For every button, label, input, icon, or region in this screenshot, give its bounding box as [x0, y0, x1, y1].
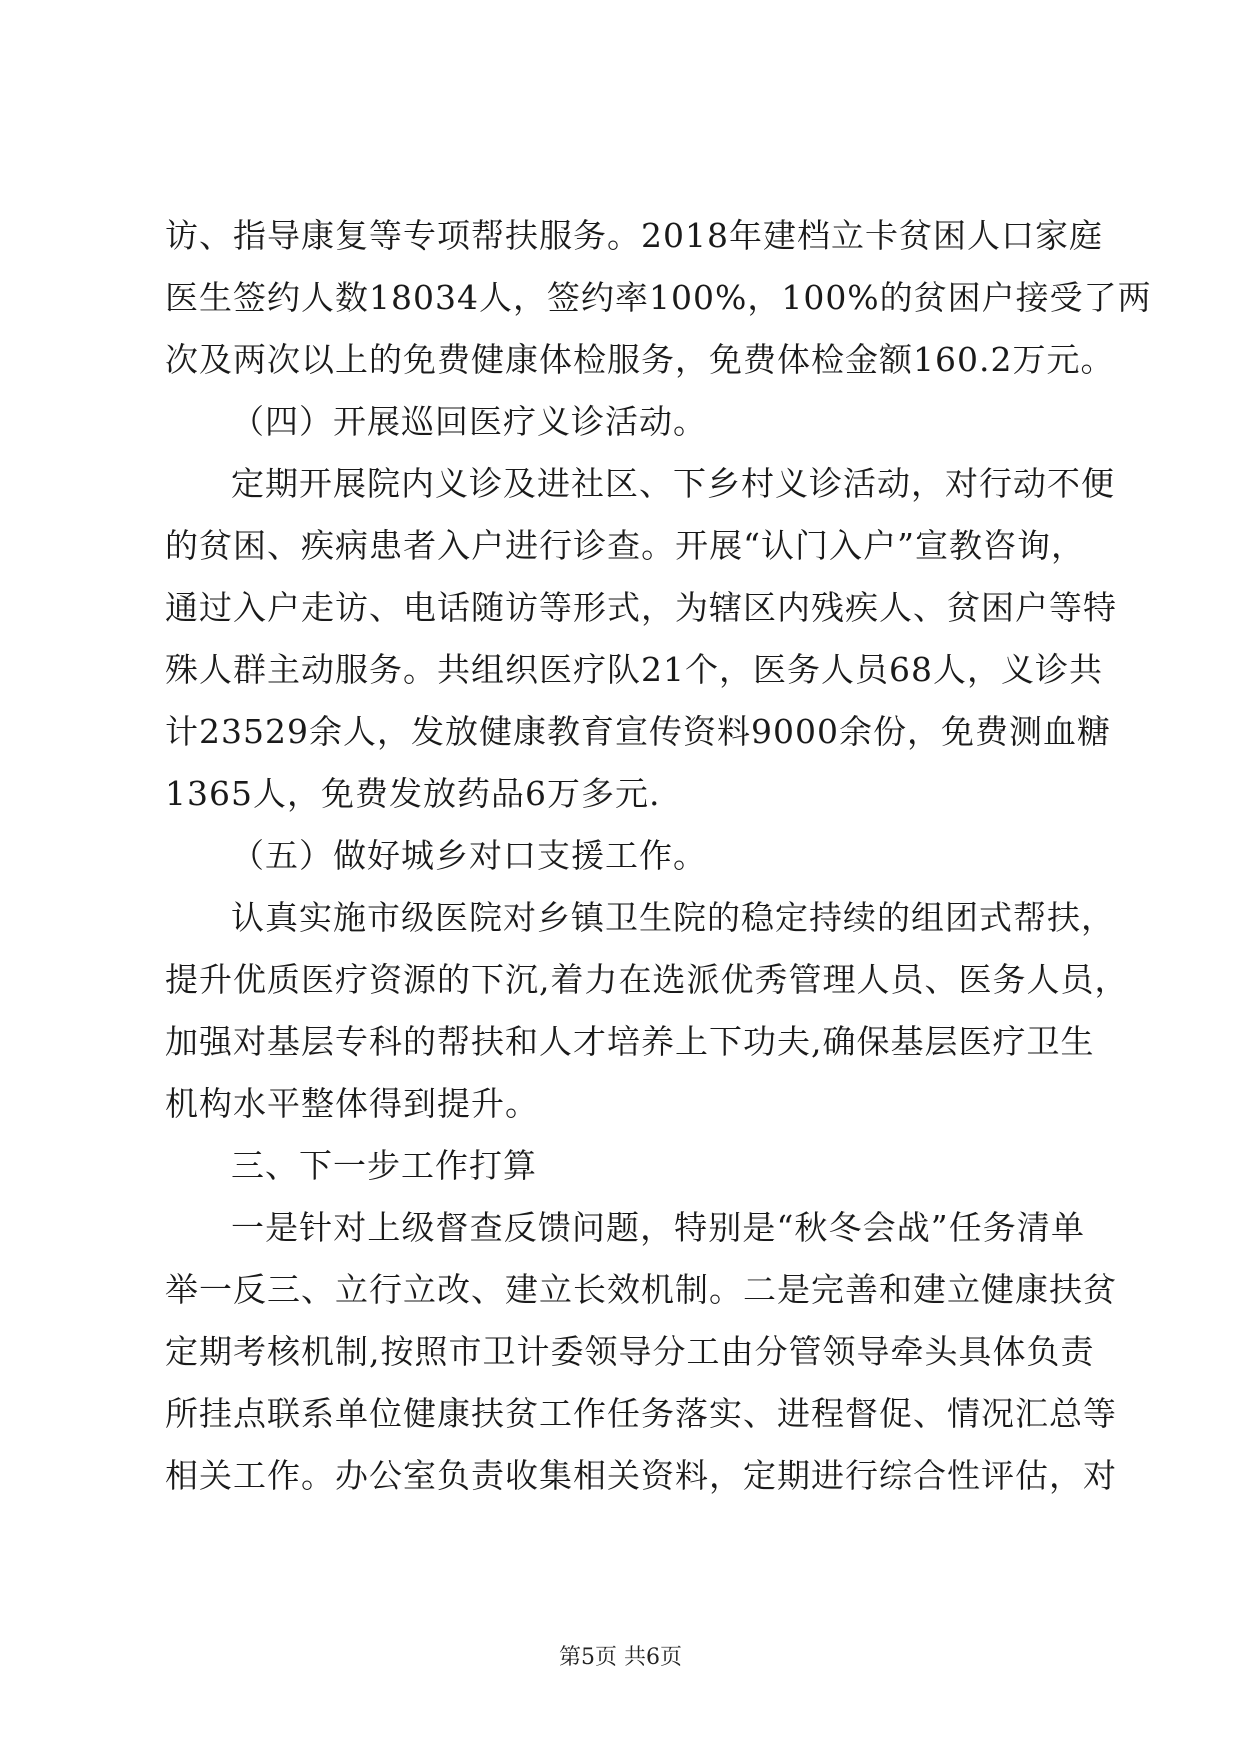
section-heading: （四）开展巡回医疗义诊活动。: [231, 402, 707, 441]
text-line: 所挂点联系单位健康扶贫工作任务落实、进程督促、情况汇总等: [165, 1394, 1117, 1433]
page-number: 第5页 共6页: [559, 1645, 682, 1670]
text-line: 1365人，免费发放药品6万多元.: [165, 774, 661, 813]
section-heading: 三、下一步工作打算: [231, 1146, 537, 1185]
text-line: 次及两次以上的免费健康体检服务，免费体检金额160.2万元。: [165, 340, 1115, 379]
text-line: 举一反三、立行立改、建立长效机制。二是完善和建立健康扶贫: [165, 1270, 1117, 1309]
text-line: 殊人群主动服务。共组织医疗队21个，医务人员68人，义诊共: [165, 650, 1103, 689]
text-line: 一是针对上级督查反馈问题，特别是“秋冬会战”任务清单: [231, 1208, 1085, 1247]
document-body: [165, 205, 1152, 1507]
text-line: 相关工作。办公室负责收集相关资料，定期进行综合性评估，对: [165, 1456, 1117, 1495]
text-line: 访、指导康复等专项帮扶服务。2018年建档立卡贫困人口家庭: [165, 216, 1103, 255]
text-line: 的贫困、疾病患者入户进行诊查。开展“认门入户”宣教咨询，: [165, 526, 1085, 565]
section-heading: （五）做好城乡对口支援工作。: [231, 836, 707, 875]
text-line: 认真实施市级医院对乡镇卫生院的稳定持续的组团式帮扶，: [231, 898, 1115, 937]
text-line: 提升优质医疗资源的下沉,着力在选派优秀管理人员、医务人员，: [165, 960, 1129, 999]
text-line: 加强对基层专科的帮扶和人才培养上下功夫,确保基层医疗卫生: [165, 1022, 1095, 1061]
text-line: 通过入户走访、电话随访等形式，为辖区内残疾人、贫困户等特: [165, 588, 1117, 627]
text-line: 定期开展院内义诊及进社区、下乡村义诊活动，对行动不便: [231, 464, 1115, 503]
text-line: 机构水平整体得到提升。: [165, 1084, 539, 1123]
text-line: 定期考核机制,按照市卫计委领导分工由分管领导牵头具体负责: [165, 1332, 1095, 1371]
text-line: 医生签约人数18034人，签约率100%，100%的贫困户接受了两: [165, 278, 1152, 317]
text-line: 计23529余人，发放健康教育宣传资料9000余份，免费测血糖: [165, 712, 1111, 751]
